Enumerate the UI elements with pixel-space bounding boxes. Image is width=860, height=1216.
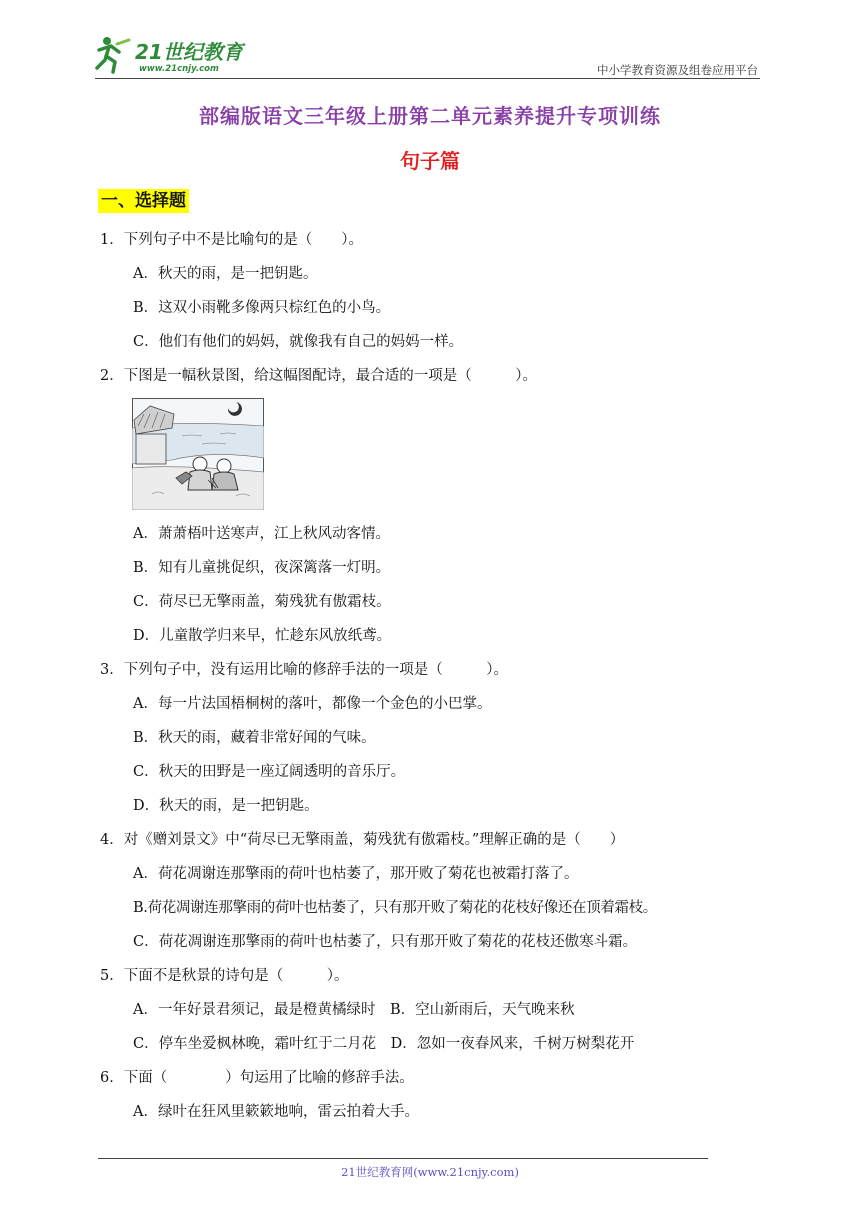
header-divider <box>95 78 760 79</box>
question-3-stem: 3．下列句子中，没有运用比喻的修辞手法的一项是（ ）。 <box>100 662 508 678</box>
question-2-option-a: A．萧萧梧叶送寒声，江上秋风动客情。 <box>133 526 390 542</box>
logo-text: 21世纪教育 <box>135 40 243 64</box>
question-2-option-c: C．荷尽已无擎雨盖，菊残犹有傲霜枝。 <box>133 594 391 610</box>
question-5-options-cd: C．停车坐爱枫林晚，霜叶红于二月花 D．忽如一夜春风来，千树万树梨花开 <box>133 1036 635 1052</box>
question-4-option-c: C．荷花凋谢连那擎雨的荷叶也枯萎了，只有那开败了菊花的花枝还傲寒斗霜。 <box>133 934 638 950</box>
question-5-stem: 5．下面不是秋景的诗句是（ ）。 <box>100 968 349 984</box>
question-3-option-c: C．秋天的田野是一座辽阔透明的音乐厅。 <box>133 764 406 780</box>
question-3-option-d: D．秋天的雨，是一把钥匙。 <box>133 798 319 814</box>
question-1-option-b: B．这双小雨靴多像两只棕红色的小鸟。 <box>133 300 391 316</box>
question-2-option-d: D．儿童散学归来早，忙趁东风放纸鸢。 <box>133 628 392 644</box>
footer-text: 21世纪教育网(www.21cnjy.com) <box>341 1165 519 1179</box>
running-figure-icon <box>97 37 129 72</box>
section-heading: 一、选择题 <box>98 189 189 213</box>
autumn-scene-illustration <box>132 398 264 510</box>
question-4-option-b: B.荷花凋谢连那擎雨的荷叶也枯萎了，只有那开败了菊花的花枝好像还在顶着霜枝。 <box>133 900 657 916</box>
question-6-option-a: A．绿叶在狂风里簌簌地响，雷云拍着大手。 <box>133 1104 419 1120</box>
footer-divider <box>98 1158 708 1159</box>
question-3-option-a: A．每一片法国梧桐树的落叶，都像一个金色的小巴掌。 <box>133 696 492 712</box>
question-4-option-a: A．荷花凋谢连那擎雨的荷叶也枯萎了，那开败了菊花也被霜打落了。 <box>133 866 579 882</box>
page-title: 部编版语文三年级上册第二单元素养提升专项训练 <box>199 104 661 128</box>
question-1-stem: 1．下列句子中不是比喻句的是（ ）。 <box>100 232 363 248</box>
question-6-stem: 6．下面（ ）句运用了比喻的修辞手法。 <box>100 1070 414 1086</box>
question-1-option-c: C．他们有他们的妈妈，就像我有自己的妈妈一样。 <box>133 334 464 350</box>
question-5-options-ab: A．一年好景君须记，最是橙黄橘绿时 B．空山新雨后，天气晚来秋 <box>133 1002 575 1018</box>
page-subtitle: 句子篇 <box>400 149 460 173</box>
page-header <box>95 28 760 80</box>
logo-url: www.21cnjy.com <box>139 64 219 74</box>
logo-21cnjy <box>95 34 265 74</box>
header-platform-text: 中小学教育资源及组卷应用平台 <box>597 63 758 77</box>
question-4-stem: 4．对《赠刘景文》中“荷尽已无擎雨盖，菊残犹有傲霜枝。”理解正确的是（ ） <box>100 832 625 848</box>
question-2-stem: 2．下图是一幅秋景图，给这幅图配诗，最合适的一项是（ ）。 <box>100 368 537 384</box>
question-3-option-b: B．秋天的雨，藏着非常好闻的气味。 <box>133 730 376 746</box>
question-1-option-a: A．秋天的雨，是一把钥匙。 <box>133 266 318 282</box>
question-2-option-b: B．知有儿童挑促织，夜深篱落一灯明。 <box>133 560 391 576</box>
